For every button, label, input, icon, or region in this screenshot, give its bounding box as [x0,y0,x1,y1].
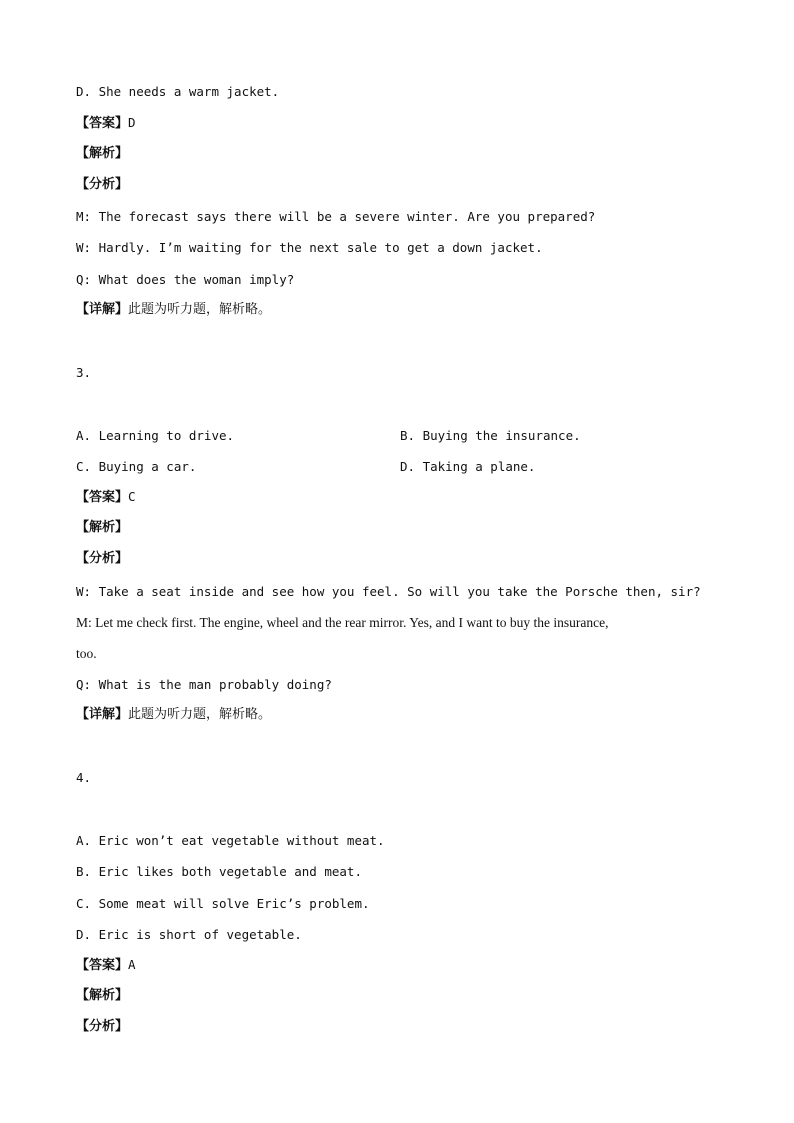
q3-jiexi-label: 【解析】 [76,520,129,535]
answer-label: 【答案】 [76,116,129,131]
q2-script-line: W: Hardly. I’m waiting for the next sale to get a down jacket. [76,240,543,255]
detail-text: 此题为听力题，解析略。 [128,707,272,722]
q2-answer [76,115,136,132]
q3-answer [76,489,136,506]
q3-option-d: D. Taking a plane. [400,459,536,474]
q2-jiexi-label: 【解析】 [76,146,129,161]
q4-number: 4. [76,770,92,785]
q4-option-d: D. Eric is short of vegetable. [76,927,302,942]
q3-script-m-line1: M: Let me check first. The engine, wheel and the rear mirror. Yes, and I want to buy the insurance, [76,615,609,630]
answer-label: 【答案】 [76,958,129,973]
q2-detail [76,302,271,318]
q3-option-b: B. Buying the insurance. [400,428,581,443]
q3-fenxi-label: 【分析】 [76,551,129,566]
q3-option-c: C. Buying a car. [76,459,197,474]
q3-number: 3. [76,365,92,380]
q3-script-w: W: Take a seat inside and see how you feel. So will you take the Porsche then, sir? [76,584,701,599]
q2-option-d: D. She needs a warm jacket. [76,84,280,99]
detail-text: 此题为听力题，解析略。 [128,302,272,317]
q3-script-q: Q: What is the man probably doing? [76,677,332,692]
detail-label: 【详解】 [76,707,129,722]
q3-option-a: A. Learning to drive. [76,428,235,443]
q3-detail [76,707,271,723]
answer-value: A [128,957,136,972]
q3-script-m-line2: too. [76,646,97,661]
q4-option-a: A. Eric won’t eat vegetable without meat. [76,833,385,848]
answer-label: 【答案】 [76,490,129,505]
q4-answer [76,957,136,974]
q4-fenxi-label: 【分析】 [76,1019,129,1034]
detail-label: 【详解】 [76,302,129,317]
q4-option-b: B. Eric likes both vegetable and meat. [76,864,362,879]
q4-option-c: C. Some meat will solve Eric’s problem. [76,896,370,911]
q2-script-line: Q: What does the woman imply? [76,272,295,287]
answer-value: C [128,489,136,504]
q4-jiexi-label: 【解析】 [76,988,129,1003]
answer-value: D [128,115,136,130]
q2-script-line: M: The forecast says there will be a severe winter. Are you prepared? [76,209,596,224]
q2-fenxi-label: 【分析】 [76,177,129,192]
